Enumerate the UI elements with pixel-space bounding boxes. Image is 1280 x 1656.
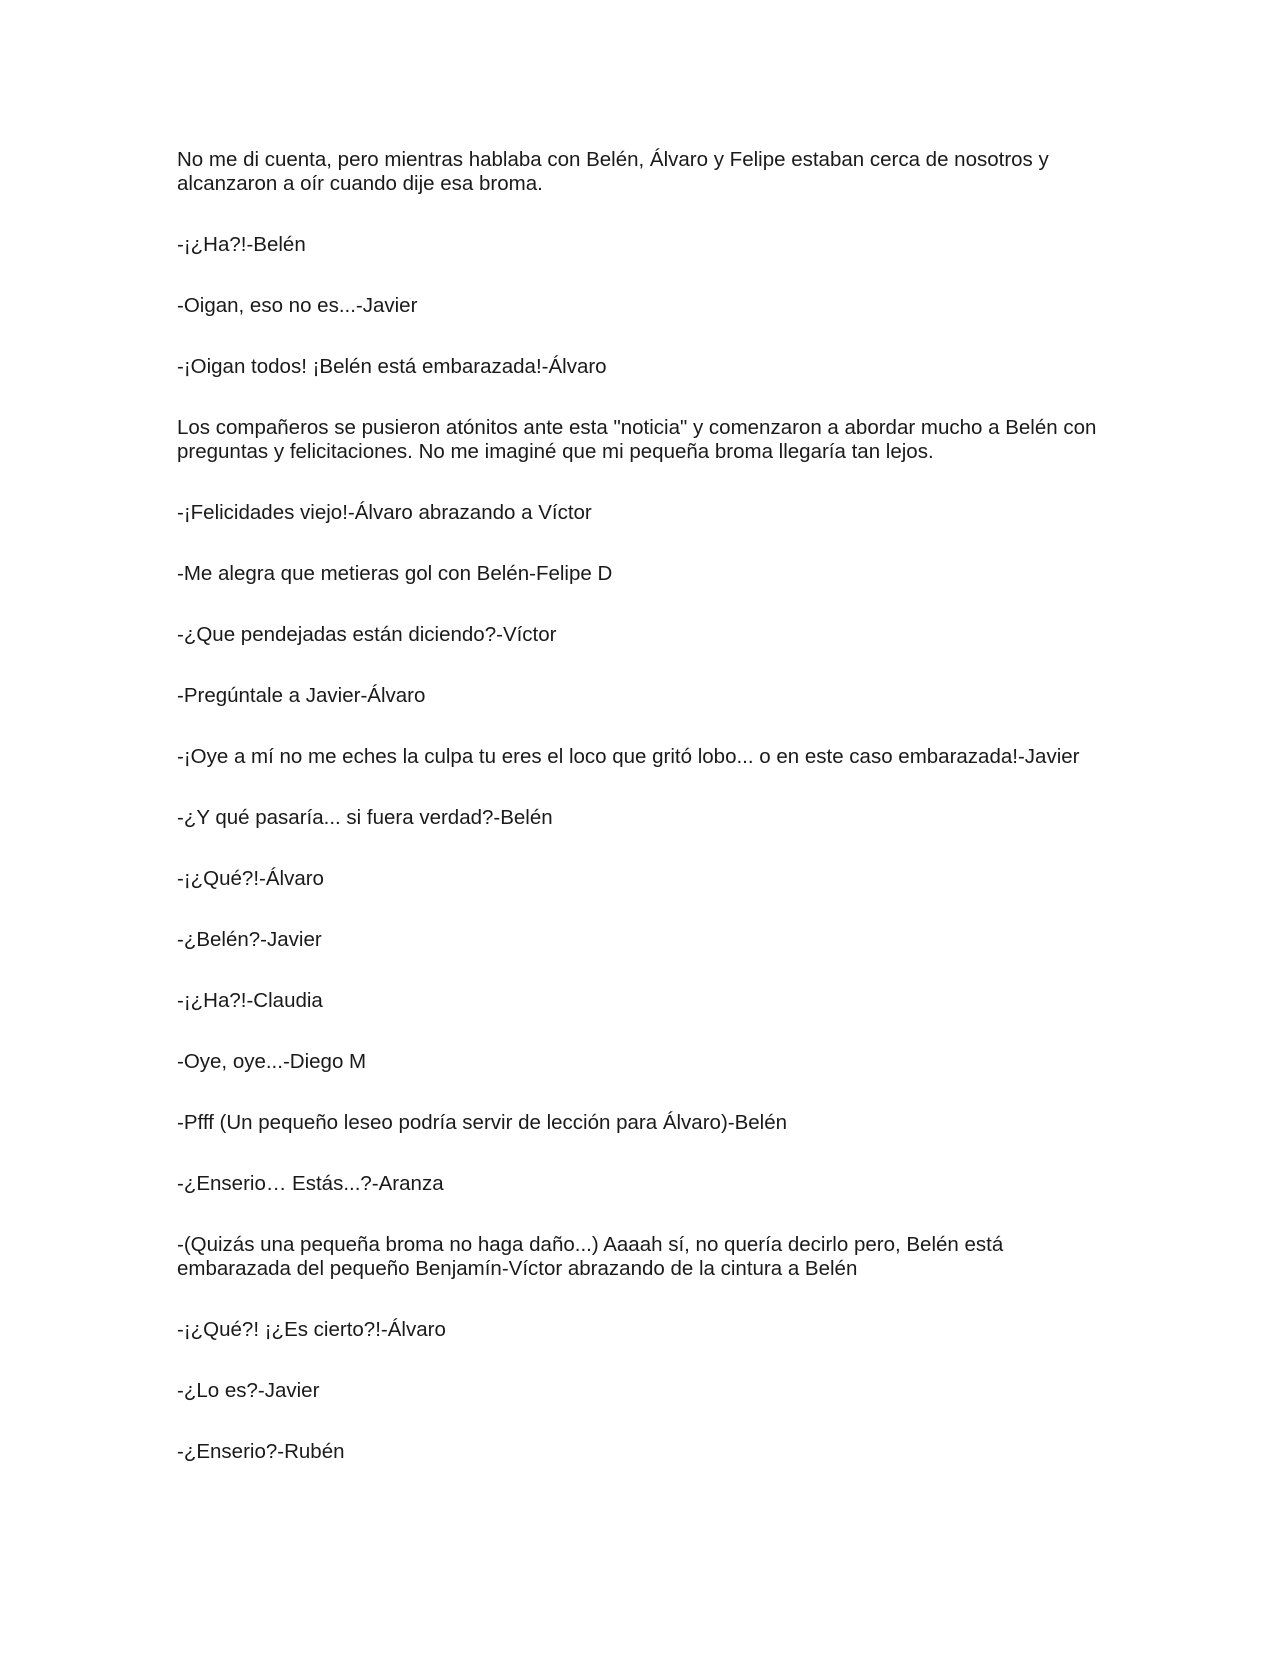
dialogue-line: -Pfff (Un pequeño leseo podría servir de lección para Álvaro)-Belén [177, 1111, 788, 1134]
dialogue-line: -¿Enserio… Estás...?-Aranza [177, 1172, 444, 1195]
paragraph-narration: Los compañeros se pusieron atónitos ante esta "noticia" y comenzaron a abordar mucho a Belén con preguntas y felicitaciones. No me imaginé que mi pequeña broma llegaría tan lejos. [177, 416, 1097, 463]
dialogue-line: -¿Y qué pasaría... si fuera verdad?-Belén [177, 806, 553, 829]
dialogue-line: -¡Oigan todos! ¡Belén está embarazada!-Álvaro [177, 355, 607, 378]
dialogue-line: -¡Oye a mí no me eches la culpa tu eres el loco que gritó lobo... o en este caso embarazada!-Javier [177, 745, 1080, 768]
dialogue-line: -¿Lo es?-Javier [177, 1379, 320, 1402]
dialogue-line: -Oigan, eso no es...-Javier [177, 294, 418, 317]
dialogue-line: -¿Enserio?-Rubén [177, 1440, 345, 1463]
document-body [177, 148, 1117, 1501]
dialogue-line: -Me alegra que metieras gol con Belén-Felipe D [177, 562, 613, 585]
dialogue-line: -¡¿Qué?! ¡¿Es cierto?!-Álvaro [177, 1318, 446, 1341]
dialogue-line: -¡¿Ha?!-Belén [177, 233, 306, 256]
dialogue-line: -¡¿Ha?!-Claudia [177, 989, 323, 1012]
dialogue-line: -¿Belén?-Javier [177, 928, 322, 951]
dialogue-line: -¿Que pendejadas están diciendo?-Víctor [177, 623, 557, 646]
dialogue-line: -(Quizás una pequeña broma no haga daño...) Aaaah sí, no quería decirlo pero, Belén está embarazada del pequeño Benjamín-Víctor abrazando de la cintura a Belén [177, 1233, 1004, 1280]
dialogue-line: -¡¿Qué?!-Álvaro [177, 867, 324, 890]
paragraph-narration: No me di cuenta, pero mientras hablaba con Belén, Álvaro y Felipe estaban cerca de nosotros y alcanzaron a oír cuando dije esa broma. [177, 148, 1049, 195]
dialogue-line: -Oye, oye...-Diego M [177, 1050, 367, 1073]
dialogue-line: -¡Felicidades viejo!-Álvaro abrazando a Víctor [177, 501, 592, 524]
dialogue-line: -Pregúntale a Javier-Álvaro [177, 684, 426, 707]
